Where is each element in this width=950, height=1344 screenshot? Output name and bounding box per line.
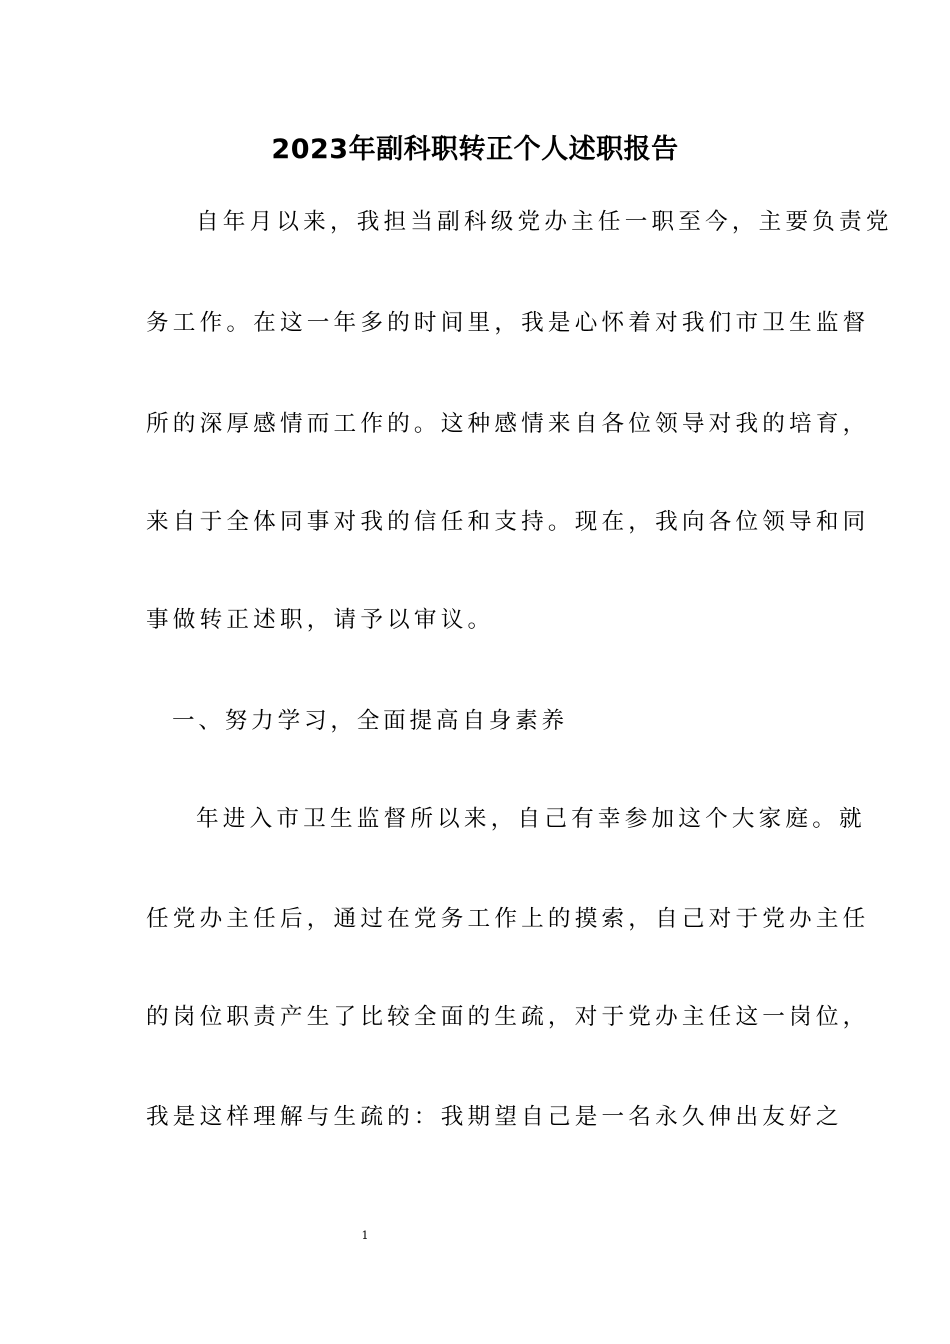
- paragraph-line: 的岗位职责产生了比较全面的生疏，对于党办主任这一岗位，: [146, 1004, 870, 1030]
- paragraph-line: 自年月以来，我担当副科级党办主任一职至今，主要负责党: [196, 209, 893, 235]
- paragraph-line: 年进入市卫生监督所以来，自己有幸参加这个大家庭。就: [196, 806, 866, 832]
- document-title: 2023年副科职转正个人述职报告: [271, 134, 679, 165]
- paragraph-line: 我是这样理解与生疏的：我期望自己是一名永久伸出友好之: [146, 1104, 843, 1130]
- section-heading: 一、努力学习，全面提高自身素养: [172, 708, 568, 734]
- paragraph-line: 务工作。在这一年多的时间里，我是心怀着对我们市卫生监督: [146, 310, 870, 336]
- paragraph-line: 任党办主任后，通过在党务工作上的摸索，自己对于党办主任: [146, 906, 870, 932]
- paragraph-line: 来自于全体同事对我的信任和支持。现在，我向各位领导和同: [146, 509, 870, 535]
- paragraph-line: 事做转正述职，请予以审议。: [146, 607, 495, 633]
- paragraph-line: 所的深厚感情而工作的。这种感情来自各位领导对我的培育，: [146, 411, 870, 437]
- page-number: 1: [361, 1229, 369, 1242]
